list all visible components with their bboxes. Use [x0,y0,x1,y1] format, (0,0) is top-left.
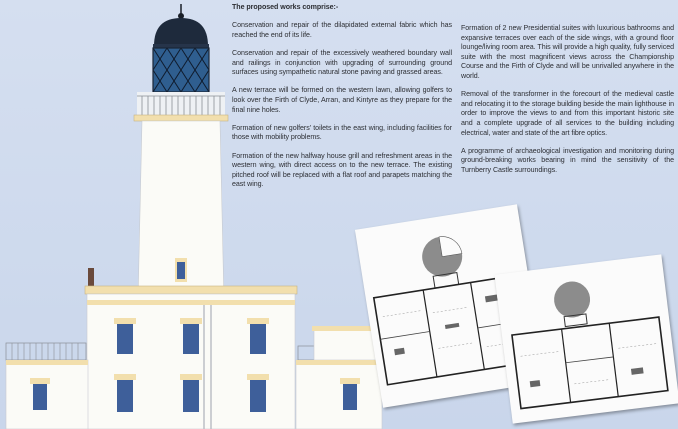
paragraph-archaeology: A programme of archaeological investigation and monitoring during ground-breaking works bearing in mind the sensitivity of the Turnberry Castle surroundings. [461,146,674,174]
text-column-right [461,24,674,184]
paragraph-new-terrace: A new terrace will be formed on the western lawn, allowing golfers to look over the Firth of Clyde, Arran, and Kintyre as they prepare for the final nine holes. [232,86,452,114]
paragraph-presidential-suites: Formation of 2 new Presidential suites with luxurious bathrooms and expansive terraces over each of the side wings, with a ground floor lounge/living room area. This will provide a high quality, fully serviced suite with the most magnificent views across the Championship Course and the Firth of Clyde and will be unrivalled anywhere in the world. [461,24,674,80]
paragraph-fabric-repair: Conservation and repair of the dilapidated external fabric which has reached the end of its life. [232,21,452,39]
paragraph-halfway-house: Formation of the new halfway house grill and refreshment areas in the western wing, with direct access on to the new terrace. The existing pitched roof will be replaced with a flat roof and parapets matching the east wing. [232,151,452,189]
paragraph-boundary-wall: Conservation and repair of the excessively weathered boundary wall and railings in conjunction with upgrading of surrounding ground surfaces using sympathetic natural stone paving and grassed areas. [232,48,452,77]
paragraph-golfers-toilets: Formation of new golfers' toilets in the east wing, including facilities for those with mobility problems. [232,123,452,142]
floor-plan-drawing-2 [494,254,678,423]
section-heading: The proposed works comprise:- [232,3,339,11]
text-column-left [232,3,452,198]
paragraph-transformer-removal: Removal of the transformer in the forecourt of the medieval castle and relocating it to the storage building beside the main lighthouse in order to improve the views to and from this important historic site and a complete upgrade of all services to the building including electrical, water and state of the art fibre optics. [461,90,674,137]
floor-plan-sheet-2 [494,254,678,423]
